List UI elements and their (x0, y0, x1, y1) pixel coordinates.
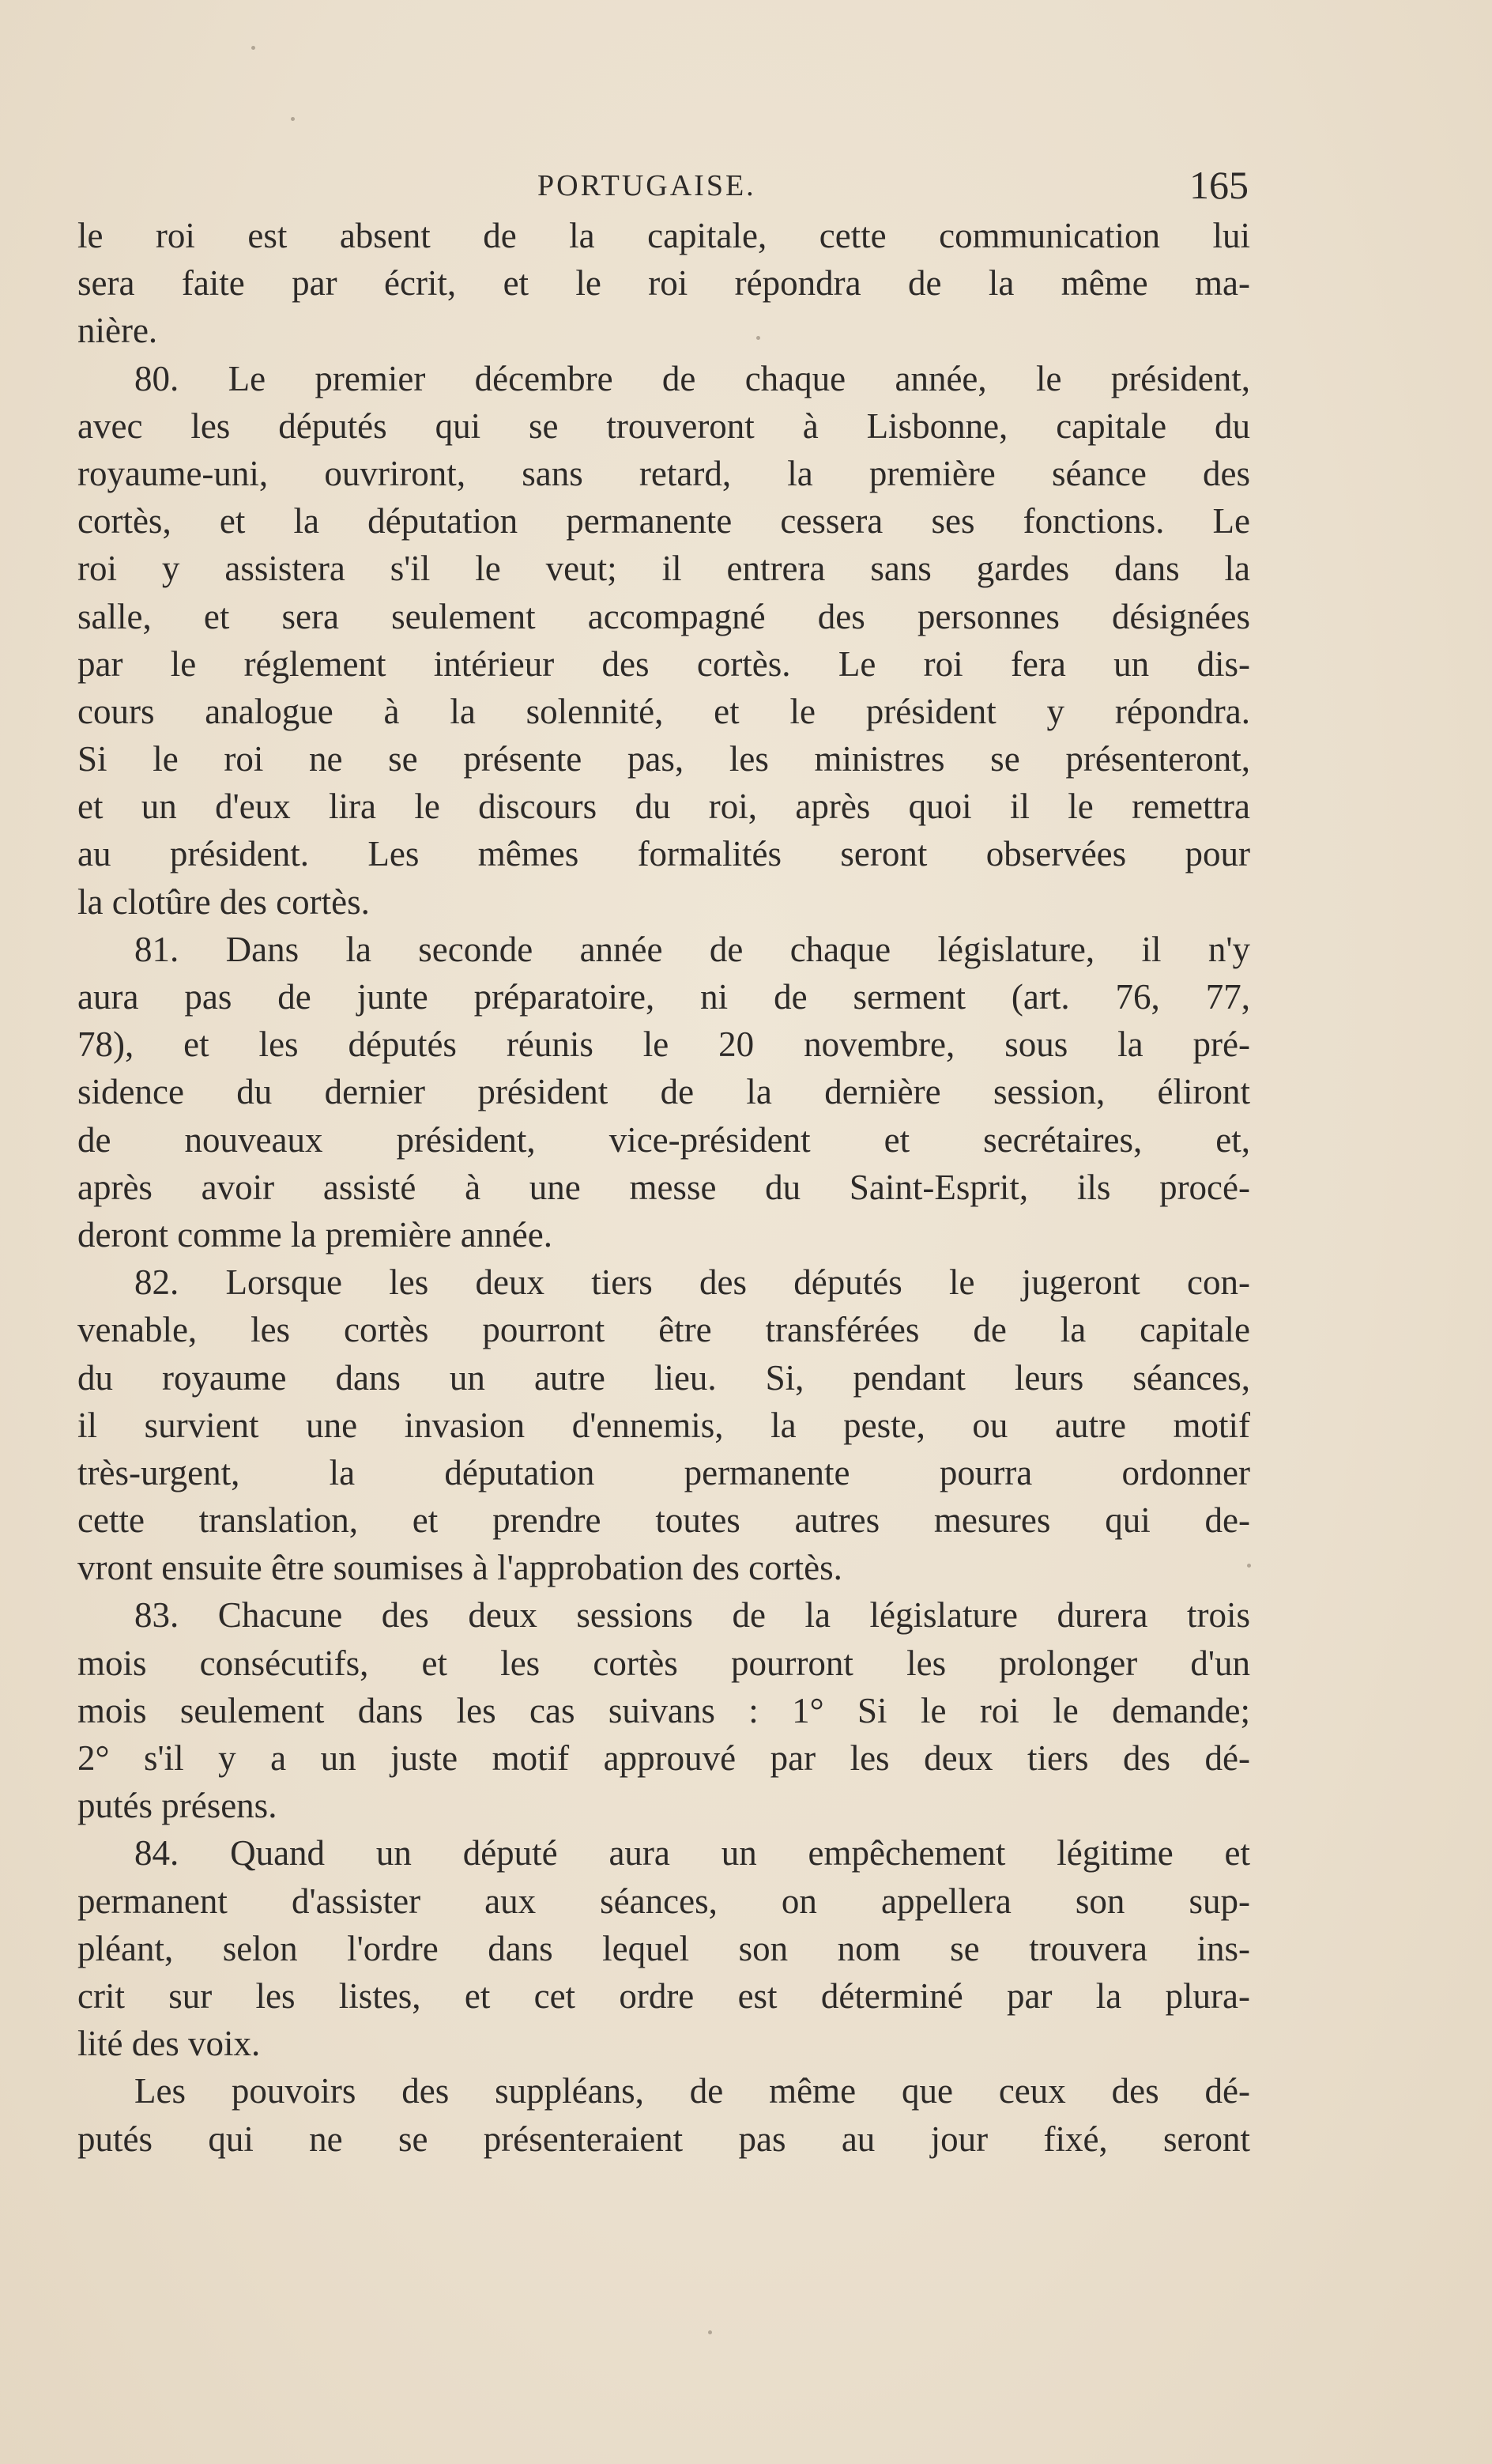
article-84-first-line: 84. Quand un député aura un empêchement légitime et (134, 1833, 1250, 1873)
text-line: cette translation, et prendre toutes autres mesures qui de- (77, 1500, 1250, 1541)
text-line: il survient une invasion d'ennemis, la peste, ou autre motif (77, 1405, 1250, 1445)
paper-speck (708, 2330, 712, 2334)
body-text (77, 212, 1250, 2163)
text-line: cortès, et la députation permanente cessera ses fonctions. Le (77, 501, 1250, 541)
paper-speck (756, 336, 760, 340)
paper-speck (291, 117, 295, 121)
text-line: roi y assistera s'il le veut; il entrera sans gardes dans la (77, 549, 1250, 589)
text-line: après avoir assisté à une messe du Saint-Esprit, ils procé- (77, 1167, 1250, 1207)
text-line: de nouveaux président, vice-président et secrétaires, et, (77, 1119, 1250, 1160)
text-line: du royaume dans un autre lieu. Si, pendant leurs séances, (77, 1357, 1250, 1398)
text-line: mois consécutifs, et les cortès pourront les prolonger d'un (77, 1643, 1250, 1683)
text-line: au président. Les mêmes formalités seront observées pour (77, 834, 1250, 874)
text-line: crit sur les listes, et cet ordre est déterminé par la plura- (77, 1975, 1250, 2016)
text-line: putés qui ne se présenteraient pas au jour fixé, seront (77, 2119, 1250, 2159)
text-line: le roi est absent de la capitale, cette communication lui (77, 216, 1250, 255)
text-line: salle, et sera seulement accompagné des personnes désignées (77, 596, 1250, 636)
text-line: putés présens. (77, 1786, 277, 1826)
text-line: 2° s'il y a un juste motif approuvé par les deux tiers des dé- (77, 1738, 1250, 1778)
text-line: par le réglement intérieur des cortès. Le roi fera un dis- (77, 643, 1250, 684)
text-line: aura pas de junte préparatoire, ni de serment (art. 76, 77, (77, 977, 1250, 1017)
paragraph-first-line: Les pouvoirs des suppléans, de même que ceux des dé- (134, 2071, 1250, 2111)
text-line: la clotûre des cortès. (77, 881, 370, 922)
text-line: royaume-uni, ouvriront, sans retard, la première séance des (77, 453, 1250, 493)
text-line: 78), et les députés réunis le 20 novembre, sous la pré- (77, 1024, 1250, 1065)
paper-speck (1247, 1564, 1251, 1568)
text-line: permanent d'assister aux séances, on appellera son sup- (77, 1881, 1250, 1921)
running-head (79, 162, 1249, 209)
text-line: Si le roi ne se présente pas, les ministres se présenteront, (77, 739, 1250, 779)
article-83-first-line: 83. Chacune des deux sessions de la législature durera trois (134, 1595, 1250, 1636)
text-line: deront comme la première année. (77, 1214, 552, 1255)
text-line: avec les députés qui se trouveront à Lisbonne, capitale du (77, 406, 1250, 446)
text-line: lité des voix. (77, 2024, 261, 2064)
text-line: nière. (77, 311, 158, 351)
text-line: mois seulement dans les cas suivans : 1° Si le roi le demande; (77, 1690, 1250, 1730)
page-number: 165 (1189, 163, 1249, 207)
paper-speck (251, 46, 255, 50)
article-82-first-line: 82. Lorsque les deux tiers des députés le jugeront con- (134, 1262, 1250, 1303)
article-80-first-line: 80. Le premier décembre de chaque année, le président, (134, 358, 1250, 398)
article-81-first-line: 81. Dans la seconde année de chaque législature, il n'y (134, 929, 1250, 969)
text-line: sidence du dernier président de la dernière session, éliront (77, 1072, 1250, 1112)
text-line: et un d'eux lira le discours du roi, après quoi il le remettra (77, 787, 1250, 827)
running-title: PORTUGAISE. (537, 169, 756, 202)
text-line: sera faite par écrit, et le roi répondra de la même ma- (77, 263, 1250, 304)
text-line: vront ensuite être soumises à l'approbation des cortès. (77, 1548, 842, 1588)
text-line: venable, les cortès pourront être transférées de la capitale (77, 1310, 1250, 1350)
text-line: cours analogue à la solennité, et le président y répondra. (77, 691, 1250, 731)
text-line: pléant, selon l'ordre dans lequel son nom se trouvera ins- (77, 1928, 1250, 1968)
text-line: très-urgent, la députation permanente pourra ordonner (77, 1452, 1250, 1492)
